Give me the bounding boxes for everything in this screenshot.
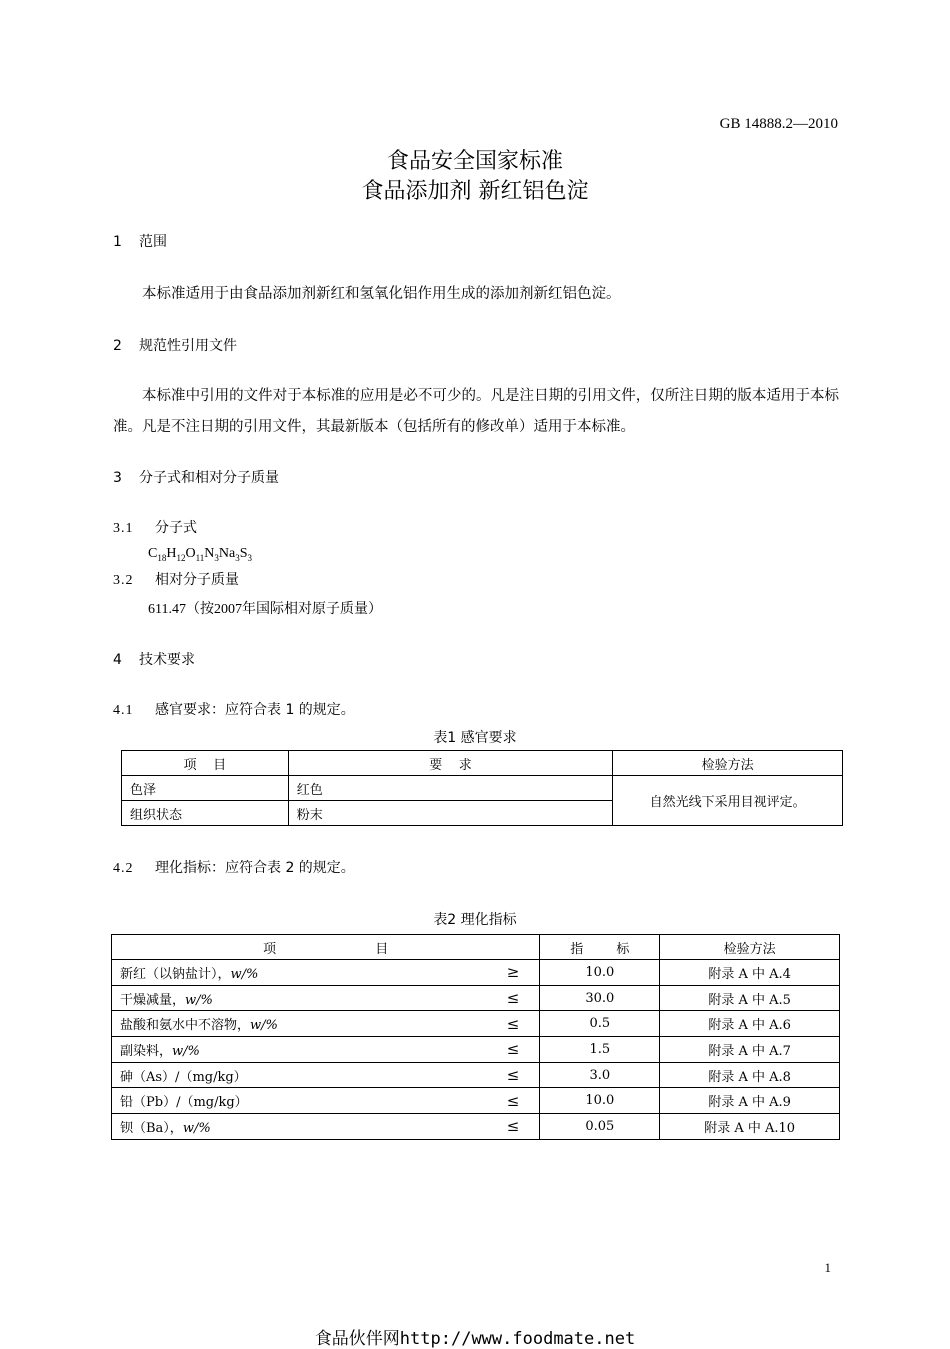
method-cell: 附录 A 中 A.9 xyxy=(660,1088,840,1114)
section-number: 4 xyxy=(113,652,122,668)
comparison-cell: ≤ xyxy=(496,1011,540,1037)
comparison-cell: ≤ xyxy=(496,1114,540,1140)
comparison-cell: ≤ xyxy=(496,1062,540,1088)
comparison-cell: ≥ xyxy=(496,960,540,986)
item-cell: 干燥减量，w/% xyxy=(112,985,496,1011)
footer-url[interactable]: http://www.foodmate.net xyxy=(399,1329,636,1349)
section-number: 2 xyxy=(113,338,122,354)
section-number: 1 xyxy=(113,234,122,250)
value-cell: 10.0 xyxy=(540,960,660,986)
header-requirement: 要 求 xyxy=(288,751,613,776)
table-row xyxy=(112,1088,840,1114)
table-row xyxy=(112,1037,840,1063)
value-cell: 1.5 xyxy=(540,1037,660,1063)
comparison-cell: ≤ xyxy=(496,985,540,1011)
section-title: 相对分子质量 xyxy=(155,572,239,588)
requirement-cell: 粉末 xyxy=(288,801,613,826)
table-row xyxy=(122,776,843,801)
header-index: 指 标 xyxy=(540,935,660,960)
header-item: 项 目 xyxy=(122,751,289,776)
section-number: 3.2 xyxy=(113,573,134,588)
section-title: 范围 xyxy=(139,234,167,250)
section-3-2-heading xyxy=(113,569,239,589)
footer-site-name: 食品伙伴网 xyxy=(314,1329,400,1349)
method-cell: 附录 A 中 A.6 xyxy=(660,1011,840,1037)
section-title: 分子式 xyxy=(155,520,197,536)
section-title: 分子式和相对分子质量 xyxy=(139,470,279,486)
section-2-text: 本标准中引用的文件对于本标准的应用是必不可少的。凡是注日期的引用文件，仅所注日期的版本适用于本标准。凡是不注日期的引用文件，其最新版本（包括所有的修改单）适用于本标准。 xyxy=(113,388,839,435)
molecular-mass-value: 611.47（按2007年国际相对原子质量） xyxy=(148,602,382,617)
table-2-caption: 表2 理化指标 xyxy=(433,912,517,928)
section-number: 4.2 xyxy=(113,861,134,876)
item-cell: 铅（Pb）/（mg/kg） xyxy=(112,1088,496,1114)
section-title: 感官要求：应符合表 1 的规定。 xyxy=(155,702,355,718)
footer-watermark xyxy=(0,1324,950,1349)
value-cell: 10.0 xyxy=(540,1088,660,1114)
section-3-1-heading xyxy=(113,517,197,537)
title-line-1: 食品安全国家标准 xyxy=(386,149,563,174)
comparison-cell: ≤ xyxy=(496,1037,540,1063)
method-cell: 附录 A 中 A.10 xyxy=(660,1114,840,1140)
value-cell: 30.0 xyxy=(540,985,660,1011)
table-header-row xyxy=(112,935,840,960)
section-3-heading xyxy=(113,467,279,487)
method-cell: 自然光线下采用目视评定。 xyxy=(613,776,843,826)
page-number: 1 xyxy=(824,1260,831,1275)
item-cell: 钡（Ba），w/% xyxy=(112,1114,496,1140)
item-cell: 盐酸和氨水中不溶物，w/% xyxy=(112,1011,496,1037)
table-row xyxy=(112,1114,840,1140)
comparison-cell: ≤ xyxy=(496,1088,540,1114)
section-4-heading xyxy=(113,649,195,669)
item-cell: 色泽 xyxy=(122,776,289,801)
table-1-sensory xyxy=(121,750,843,826)
table-row xyxy=(112,1011,840,1037)
document-code: GB 14888.2—2010 xyxy=(719,116,838,132)
value-cell: 0.05 xyxy=(540,1114,660,1140)
item-cell: 砷（As）/（mg/kg） xyxy=(112,1062,496,1088)
item-cell: 新红（以钠盐计），w/% xyxy=(112,960,496,986)
molecular-formula: $C_{18}H_{12}O_{11}N_3Na_3S_3$ xyxy=(148,546,253,563)
table-row xyxy=(112,985,840,1011)
value-cell: 0.5 xyxy=(540,1011,660,1037)
section-title: 理化指标：应符合表 2 的规定。 xyxy=(155,860,355,876)
section-number: 3.1 xyxy=(113,521,134,536)
item-cell: 组织状态 xyxy=(122,801,289,826)
section-title: 规范性引用文件 xyxy=(139,338,237,354)
requirement-cell: 红色 xyxy=(288,776,613,801)
header-method: 检验方法 xyxy=(613,751,843,776)
header-method: 检验方法 xyxy=(660,935,840,960)
section-2-heading xyxy=(113,335,237,355)
table-2-physicochemical xyxy=(111,934,840,1140)
table-header-row xyxy=(122,751,843,776)
section-1-text: 本标准适用于由食品添加剂新红和氢氧化铝作用生成的添加剂新红铝色淀。 xyxy=(142,286,621,302)
value-cell: 3.0 xyxy=(540,1062,660,1088)
section-number: 3 xyxy=(113,470,122,486)
table-row xyxy=(112,960,840,986)
method-cell: 附录 A 中 A.5 xyxy=(660,985,840,1011)
table-row xyxy=(112,1062,840,1088)
method-cell: 附录 A 中 A.8 xyxy=(660,1062,840,1088)
title-line-2: 食品添加剂 新红铝色淀 xyxy=(361,179,589,204)
section-number: 4.1 xyxy=(113,703,134,718)
section-1-heading xyxy=(113,231,167,251)
section-title: 技术要求 xyxy=(139,652,195,668)
section-4-1-heading xyxy=(113,699,355,719)
method-cell: 附录 A 中 A.7 xyxy=(660,1037,840,1063)
method-cell: 附录 A 中 A.4 xyxy=(660,960,840,986)
item-cell: 副染料，w/% xyxy=(112,1037,496,1063)
section-4-2-heading xyxy=(113,857,355,877)
table-1-caption: 表1 感官要求 xyxy=(433,730,517,746)
header-item: 项 目 xyxy=(112,935,540,960)
